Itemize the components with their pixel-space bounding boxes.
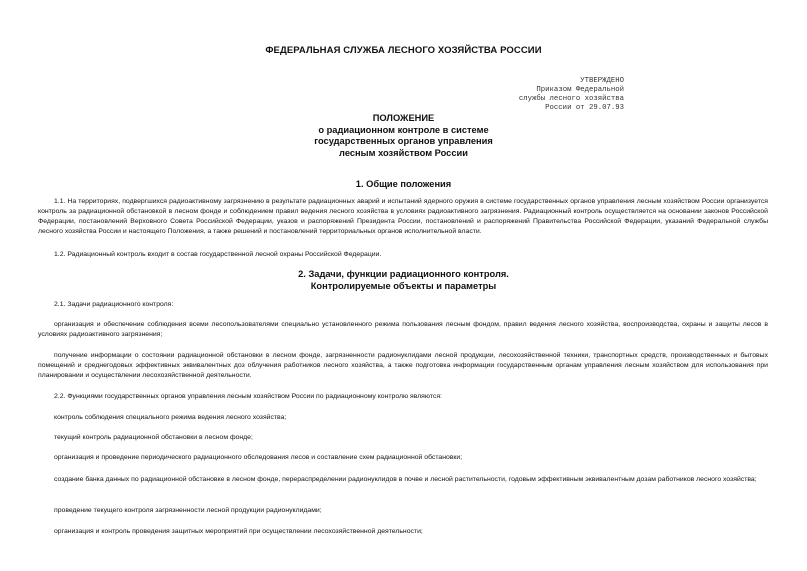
section-heading-text: 1. Общие положения <box>355 179 452 189</box>
paragraph-1-2: 1.2. Радиационный контроль входит в состав государственной лесной охраны Российской Федерации. <box>54 251 382 258</box>
paragraph-2-2-item: организация и контроль проведения защитных мероприятий при осуществлении лесохозяйственной деятельности; <box>54 528 423 535</box>
approval-line: России от 29.07.93 <box>545 104 624 112</box>
paragraph-2-2-item: текущий контроль радиационной обстановки в лесном фонде; <box>54 434 253 441</box>
paragraph-2-2-item: создание банка данных по радиационной обстановке в лесном фонде, перераспределении радионуклидов в почве и лесной растительности, годовым эффективным эквивалентным дозам работников лесного хозяйства; <box>54 476 757 483</box>
approval-stamp <box>519 77 624 113</box>
paragraph-2-2-item: организация и проведение периодического радиационного обследования лесов и составление схем радиационной обстановки; <box>54 454 463 461</box>
paragraph-2-2-item: контроль соблюдения специального режима ведения лесного хозяйства; <box>54 414 287 421</box>
paragraph-2-2-item: проведение текущего контроля загрязненности лесной продукции радионуклидами; <box>54 507 322 514</box>
paragraph-2-1: 2.1. Задачи радиационного контроля: <box>54 301 174 308</box>
section-heading-text: Контролируемые объекты и параметры <box>310 280 497 291</box>
section-1-heading <box>0 179 807 191</box>
section-heading-text: 2. Задачи, функции радиационного контроля. <box>298 269 509 279</box>
organization-header: ФЕДЕРАЛЬНАЯ СЛУЖБА ЛЕСНОГО ХОЗЯЙСТВА РОССИИ <box>265 45 542 56</box>
approval-line: Приказом Федеральной <box>536 86 624 94</box>
title-line: лесным хозяйством России <box>339 147 468 158</box>
approval-line: службы лесного хозяйства <box>518 95 624 103</box>
approval-line: УТВЕРЖДЕНО <box>580 77 624 85</box>
paragraph-1-1: 1.1. На территориях, подвергшихся радиоактивному загрязнению в результате радиационных аварий и испытаний ядерного оружия в системе государственных органов управления лесным хозяйством России организуется контроль за радиационной обстановкой в лесном фонде и соблюдением правил ведения лесного хозяйства в условиях радиоактивного загрязнения. Радиационный контроль осуществляется на основании законов Российской Федерации, постановлений Верховного Совета Российской Федерации, указов и распоряжений Президента России, постановлений и распоряжений Правительства Российской Федерации, указаний Федеральной службы лесного хозяйства России и настоящего Положения, а также решений и постановлений территориальных органов исполнительной власти. <box>38 198 768 235</box>
title-line: государственных органов управления <box>314 136 493 147</box>
section-2-heading <box>0 269 807 292</box>
paragraph-2-1-item: получение информации о состоянии радиационной обстановки в лесном фонде, загрязненности радионуклидами лесной продукции, лесохозяйственной техники, транспортных средств, производственных и бытовых помещений и среднегодовых эффективных эквивалентных доз облучения работников лесного хозяйства, а также подготовка информации государственным органам управления лесным хозяйством для использования при планировании и осуществлении лесохозяйственной деятельности. <box>38 352 768 379</box>
title-line: о радиационном контроле в системе <box>318 124 489 135</box>
title-line: ПОЛОЖЕНИЕ <box>372 113 435 123</box>
paragraph-2-1-item: организация и обеспечение соблюдения всеми лесопользователями специально установленного режима пользования лесным фондом, правил ведения лесного хозяйства, воспроизводства, охраны и защиты лесов в условиях радиоактивного загрязнения; <box>38 321 768 338</box>
paragraph-2-2: 2.2. Функциями государственных органов управления лесным хозяйством России по радиационному контролю являются: <box>54 393 442 400</box>
document-title <box>0 113 807 159</box>
